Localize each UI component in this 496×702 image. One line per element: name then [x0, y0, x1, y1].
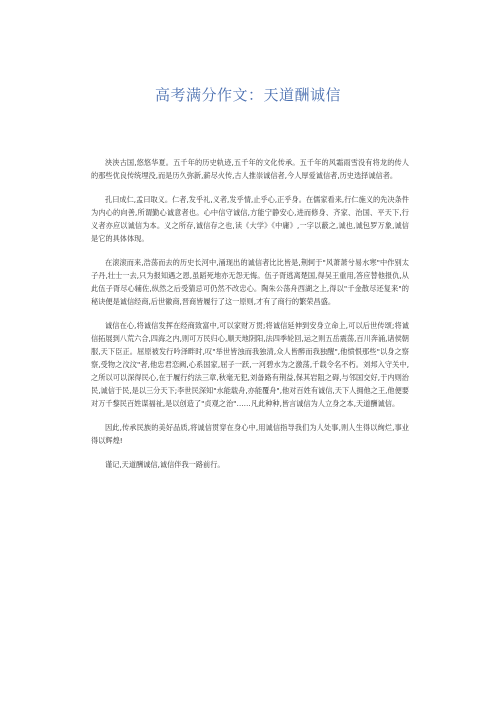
paragraph-1: 泱泱古国,悠悠华夏。五千年的历史轨迹,五千年的文化传承。五千年的风霜雨雪没有将龙的传人的那些优良传统埋没,而是历久弥新,薪尽火传,古人推崇诚信者,今人厚爱诚信者,历史选择诚信者。 — [91, 158, 409, 180]
paragraph-6: 谨记,天道酬诚信,诚信伴我一路前行。 — [105, 460, 225, 469]
essay-body — [91, 156, 409, 471]
page-title: 高考满分作文：天道酬诚信 — [154, 86, 341, 104]
paragraph-3: 在滚滚而来,浩荡而去的历史长河中,涌现出的诚信者比比皆是,荆轲于"风萧萧兮易水寒"中作别太子丹,壮士一去,只为报知遇之恩,虽蹈死地亦无怨无悔。伍子胥逃离楚国,得吴王重用,答应替他报仇,从此伍子胥尽心辅佐,纵然之后受猜忌可仍然不改忠心。陶朱公荡舟西湖之上,得以"千金散尽还复来"的秘诀便是诚信经商,后世徽商,晋商皆履行了这一原则,才有了商行的繁荣昌盛。 — [91, 258, 409, 306]
paragraph-5: 因此,传承民族的美好品质,将诚信贯穿在身心中,用诚信指导我们为人处事,则人生得以绚烂,事业得以辉煌! — [91, 423, 409, 445]
paragraph-2: 孔曰成仁,孟曰取义。仁者,发乎礼,义者,发乎情,止乎心,正乎身。在儒家看来,行仁施义的先决条件为内心的向善,所谓勤心诚意者也。心中信守诚信,方能宁静安心,进而修身、齐家、治国、平天下,行义者亦应以诚信为本。义之所存,诚信存之也,读《大学》《中庸》,一字以蔽之,诚也,诚包罗万象,诚信是它的具体体现。 — [91, 195, 409, 243]
paragraph-4: 诚信在心,将诚信发挥在经商致富中,可以家财万贯;将诚信延伸到安身立命上,可以后世传颂;将诚信拓展到八荒六合,四海之内,则可万民归心,顺天地阴阳,法四季轮回,运之则五岳震荡,百川奔涌,诸侯朝服,天下臣正。屈原被发行吟泽畔时,叹"举世皆浊而我独清,众人皆醉而我独醒",他愤恨那些"以身之察察,受物之汶汶"者,他忠君恋阙,心系国家,屈子一跃,一河碧水为之激荡,千载令名不朽。刘邦入守关中,之所以可以深得民心,在于履行约法三章,秋毫无犯,刘备路有荆益,保其岩阻之碍,与邻国交好,于内则治民,诚信于民,是以三分天下;李世民深知"水能载舟,亦能覆舟",他对百姓有诚信,天下人拥他之王,他便要对万千黎民百姓谋福祉,是以创造了"贞观之治"……凡此种种,皆言诚信为人立身之本,天道酬诚信。 — [91, 321, 409, 408]
